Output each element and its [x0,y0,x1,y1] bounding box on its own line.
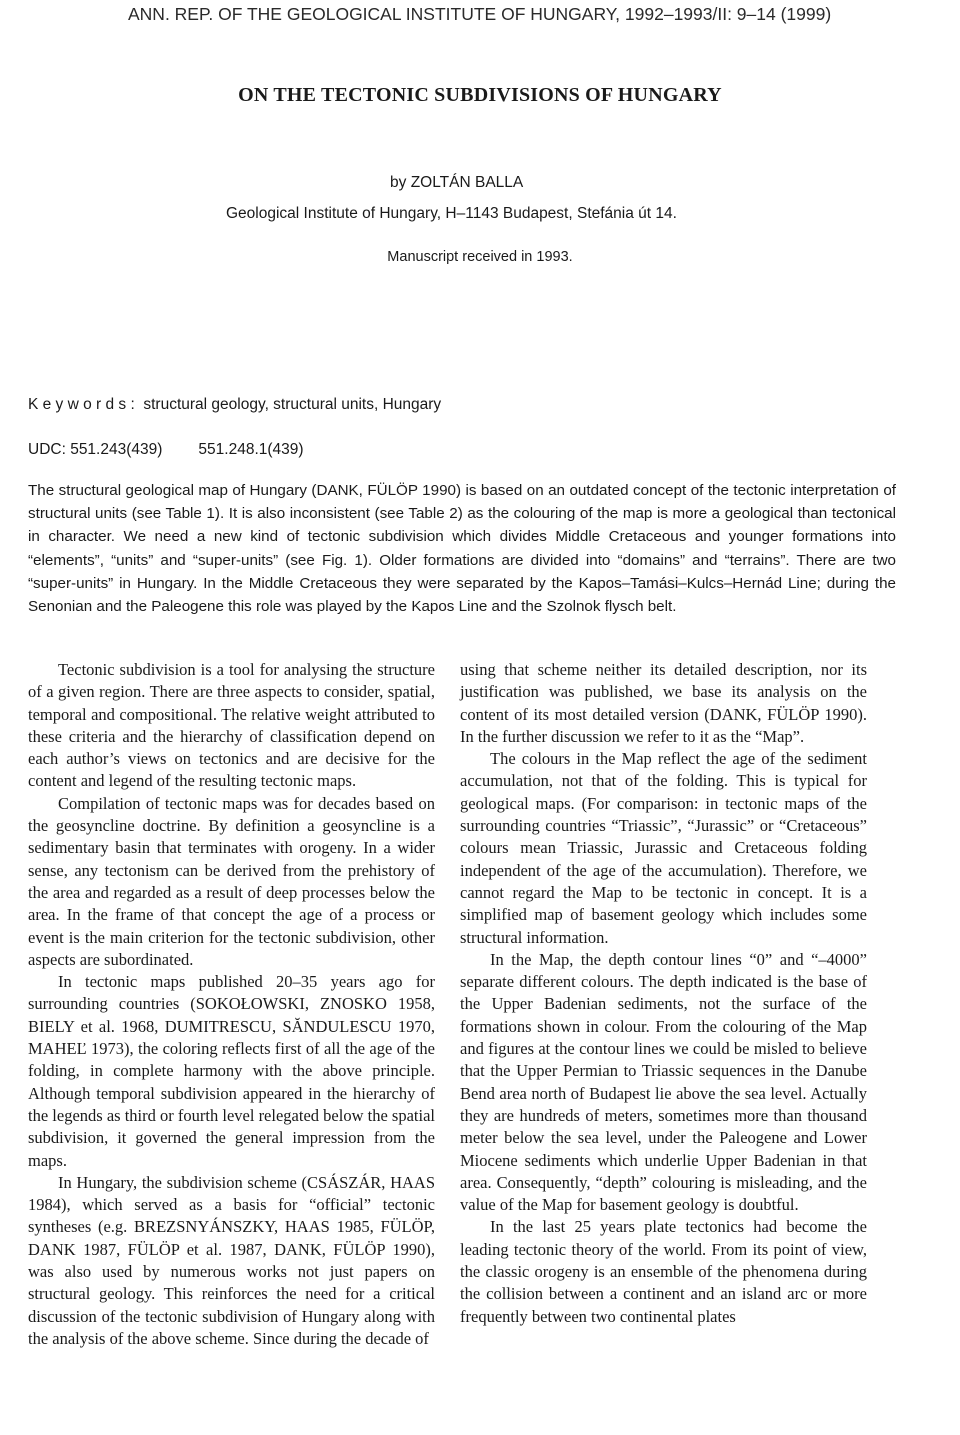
affiliation: Geological Institute of Hungary, H–1143 Budapest, Stefánia út 14. [226,205,677,222]
udc-label: UDC: 551.243(439) [28,441,163,458]
paragraph: Compilation of tectonic maps was for decades based on the geosyncline doctrine. By definition a geosyncline is a sedimentary basin that terminates with orogeny. In a wider sense, any tectonism can be derived from the prehistory of the area and regarded as a result of deep processes below the area. In the frame of that concept the age of a process or event is the main criterion for the tectonic subdivision, other aspects are subordinated. [28,793,435,969]
byline [390,174,523,192]
byline-prefix: by [390,174,411,191]
keywords-label: Keywords: [28,396,140,413]
author-first-name: ZOLTÁN [410,174,471,191]
paragraph: In tectonic maps published 20–35 years ago for surrounding countries (SOKOŁOWSKI, ZNOSKO 1958, BIELY et al. 1968, DUMITRESCU, SĂNDULESCU 1970, MAHEĽ 1973), the coloring reflects first of all the age of the folding, in complete harmony with the above principle. Although temporal subdivision appeared in the hierarchy of the legends as third or fourth level relegated below the spatial subdivision, it governed the general impression from the maps. [28,972,435,1170]
author-last-name: BALLA [475,174,524,191]
udc [28,441,304,459]
paragraph: Tectonic subdivision is a tool for analysing the structure of a given region. There are three aspects to consider, spatial, temporal and compositional. The relative weight attributed to these criteria and the hierarchy of classification depend on each author’s views on tectonics and are decisive for the content and legend of the resulting tectonic maps. [28,660,435,791]
paragraph: In the Map, the depth contour lines “0” and “–4000” separate different colours. The depth indicated is the base of the Upper Badenian sediments, not the surface of the formations shown in colour. From the colouring of the Map and figures at the contour lines we could be misled to believe that the Upper Permian to Triassic sequences in the Danube Bend area north of Budapest lie above the sea level. Actually they are hundreds of meters, sometimes more than thousand meter below the sea level, under the Paleogene and Lower Miocene sediments which underlie Upper Badenian in that area. Consequently, “depth” colouring is misleading, and the value of the Map for basement geology is doubtful. [460,949,867,1215]
keywords-text: structural geology, structural units, Hungary [143,396,442,413]
body-column-right [460,659,867,1328]
paragraph: The colours in the Map reflect the age of the sediment accumulation, not that of the folding. This is typical for geological maps. (For comparison: in tectonic maps of the surrounding countries “Triassic”, “Jurassic” or “Cretaceous” colours mean Triassic, Jurassic and Cretaceous folding independent of the age of the accumulation). Therefore, we cannot regard the Map to be tectonic in concept. It is a simplified map of basement geology which includes some structural information. [460,749,867,947]
paragraph: using that scheme neither its detailed description, nor its justification was published, we base its analysis on the content of its most detailed version (DANK, FÜLÖP 1990). In the further discussion we refer to it as the “Map”. [460,660,867,746]
paragraph: In Hungary, the subdivision scheme (CSÁSZÁR, HAAS 1984), which served as a basis for “official” tectonic syntheses (e.g. BREZSNYÁNSZKY, HAAS 1985, FÜLÖP, DANK 1987, FÜLÖP et al. 1987, DANK, FÜLÖP 1990), was also used by numerous works not just papers on structural geology. This reinforces the need for a critical discussion of the tectonic subdivision of Hungary along with the analysis of the above scheme. Since during the decade of [28,1172,435,1348]
received-note: Manuscript received in 1993. [387,249,573,265]
paragraph: In the last 25 years plate tectonics had become the leading tectonic theory of the world. From its point of view, the classic orogeny is an ensemble of the phenomena during the collision between a continent and an island arc or more frequently between two continental plates [460,1217,867,1326]
keywords [28,396,441,414]
udc-second: 551.248.1(439) [198,441,304,458]
article-title: ON THE TECTONIC SUBDIVISIONS OF HUNGARY [238,84,722,106]
running-head: ANN. REP. OF THE GEOLOGICAL INSTITUTE OF HUNGARY, 1992–1993/II: 9–14 (1999) [128,4,832,24]
abstract: The structural geological map of Hungary (DANK, FÜLÖP 1990) is based on an outdated concept of the tectonic interpretation of structural units (see Table 1). It is also inconsistent (see Table 2) as the colouring of the map is more a geological than tectonical in character. We need a new kind of tectonic subdivision which divides Middle Cretaceous and younger formations into “elements”, “units” and “super-units” (see Fig. 1). Older formations are divided into “domains” and “terrains”. There are two “super-units” in Hungary. In the Middle Cretaceous they were separated by the Kapos–Tamási–Kulcs–Hernád Line; during the Senonian and the Paleogene this role was played by the Kapos Line and the Szolnok flysch belt. [28,482,896,616]
body-column-left [28,659,435,1350]
